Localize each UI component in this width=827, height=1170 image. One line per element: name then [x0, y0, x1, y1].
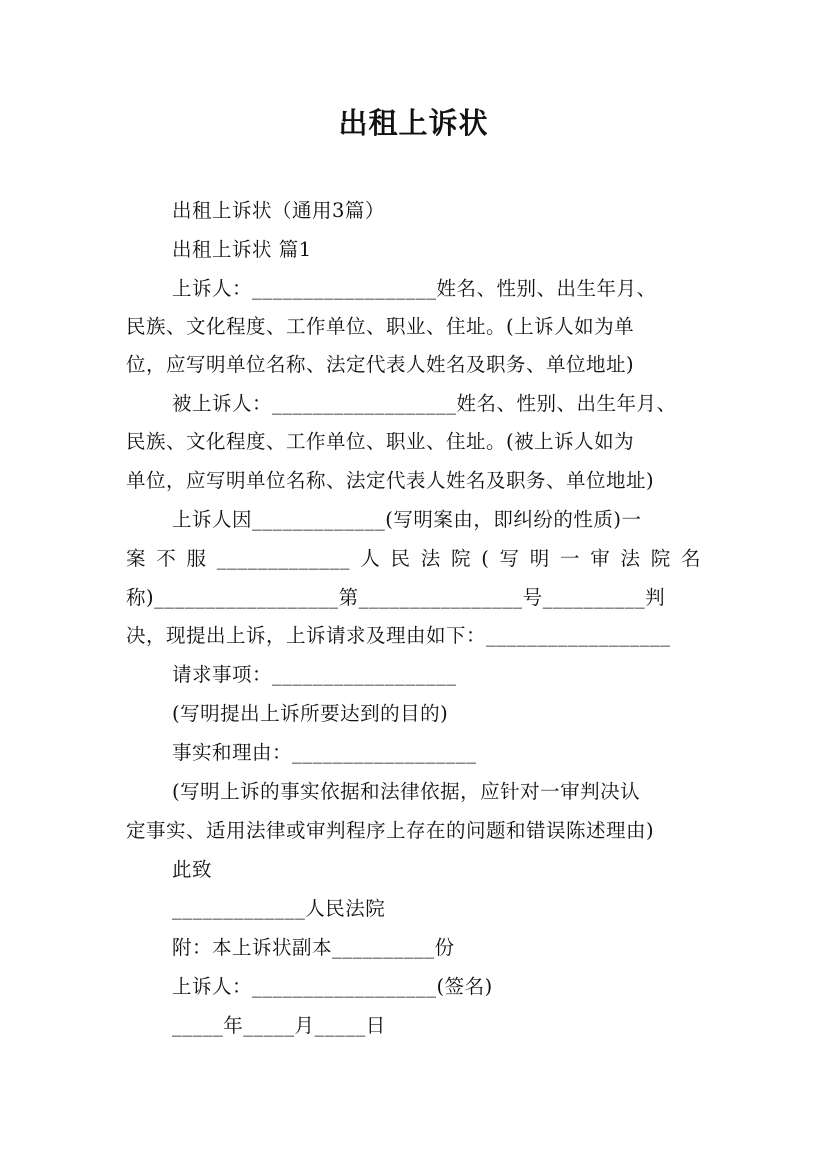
facts-line: 事实和理由：__________________: [172, 741, 477, 764]
request-note: (写明提出上诉所要达到的目的): [172, 702, 449, 725]
facts-note-2: 定事实、适用法律或审判程序上存在的问题和错误陈述理由): [126, 819, 655, 842]
salutation: 此致: [172, 858, 213, 881]
case-line-3: 称)__________________第________________号__________判: [126, 586, 666, 609]
document-title: 出租上诉状: [338, 106, 489, 140]
appellant-line-2: 民族、文化程度、工作单位、职业、住址。(上诉人如为单: [126, 315, 635, 338]
appellee-line: 被上诉人：__________________姓名、性别、出生年月、: [172, 392, 677, 415]
section-heading: 出租上诉状 篇1: [172, 238, 312, 261]
case-line-2: 案不服_____________人民法院(写明一审法院名: [126, 547, 701, 570]
appellee-line-3: 单位，应写明单位名称、法定代表人姓名及职务、单位地址): [126, 469, 655, 492]
appellant-line-3: 位，应写明单位名称、法定代表人姓名及职务、单位地址): [126, 353, 635, 376]
court-line: _____________人民法院: [172, 897, 386, 920]
facts-note: (写明上诉的事实依据和法律依据，应针对一审判决认: [172, 780, 641, 803]
appellee-line-2: 民族、文化程度、工作单位、职业、住址。(被上诉人如为: [126, 430, 635, 453]
case-line-4: 决，现提出上诉，上诉请求及理由如下：__________________: [126, 624, 671, 647]
signature-line: 上诉人：__________________(签名): [172, 975, 493, 998]
attachment-line: 附：本上诉状副本__________份: [172, 936, 455, 959]
date-line: _____年_____月_____日: [172, 1014, 386, 1037]
document-subtitle: 出租上诉状（通用3篇）: [172, 199, 385, 222]
case-line: 上诉人因_____________(写明案由，即纠纷的性质)一: [172, 508, 642, 531]
appellant-line: 上诉人：__________________姓名、性别、出生年月、: [172, 277, 657, 300]
request-line: 请求事项：__________________: [172, 663, 457, 686]
